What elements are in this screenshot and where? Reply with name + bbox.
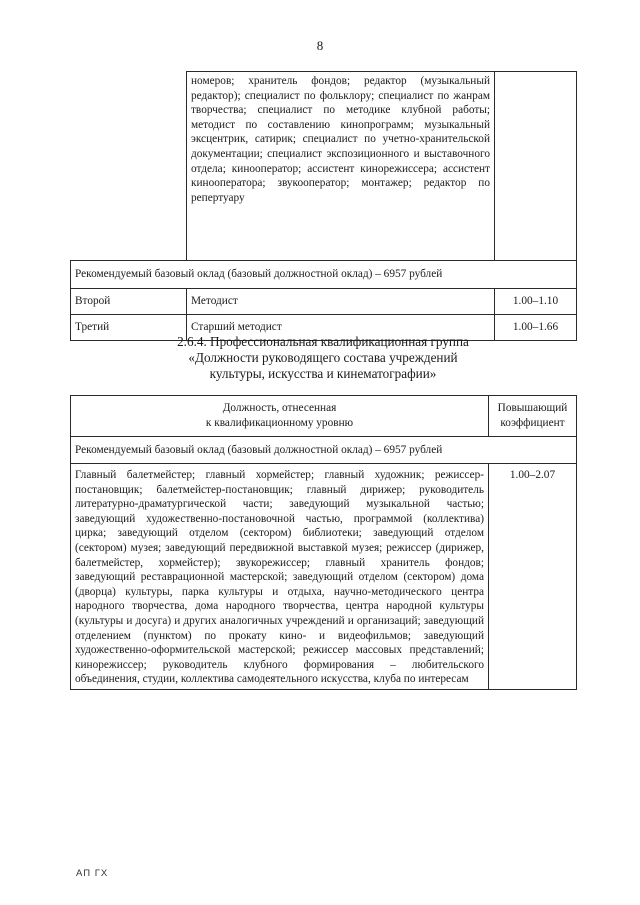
table-row [71, 464, 577, 690]
heading-line-3: культуры, искусства и кинематографии» [209, 366, 437, 381]
table-row [71, 289, 577, 315]
recommended-salary-text: Рекомендуемый базовый оклад (базовый должностной оклад) – 6957 рублей [71, 437, 577, 464]
page-number: 8 [316, 38, 324, 53]
recommended-salary-row [71, 261, 577, 289]
coefficient-cell: 1.00–1.10 [495, 289, 577, 315]
heading-line-2: «Должности руководящего состава учреждений [188, 350, 458, 365]
level-cell: Второй [71, 289, 187, 315]
header-position [71, 396, 489, 437]
header-coefficient [489, 396, 577, 437]
position-cell: Старший методист [187, 315, 495, 341]
positions-continued-cell: номеров; хранитель фондов; редактор (музыкальный редактор); специалист по фольклору; специалист по жанрам творчества; специалист по методике клубной работы; методист по составлению кинопрограмм; музыкальный эксцентрик, сатирик; специалист по учетно-хранительской документации; специалист экспозиционного и выставочного отдела; кинооператор; ассистент кинорежиссера; ассистент кинооператора; звукооператор; монтажер; редактор по репертуару [187, 72, 495, 261]
header-position-line-2: к квалификационному уровню [205, 417, 354, 429]
table-header-row [71, 396, 577, 437]
coefficient-cell: 1.00–2.07 [489, 464, 577, 690]
empty-coef-cell [495, 72, 577, 261]
level-cell: Третий [71, 315, 187, 341]
empty-level-cell [71, 72, 187, 261]
header-position-line-1: Должность, отнесенная [222, 402, 337, 414]
heading-line-1: 2.6.4. Профессиональная квалификационная группа [177, 334, 469, 349]
coefficient-cell: 1.00–1.66 [495, 315, 577, 341]
leadership-positions-table [70, 395, 577, 690]
recommended-salary-row [71, 437, 577, 464]
header-coef-line-1: Повышающий [497, 402, 568, 414]
footer-stamp: АП ГХ [76, 868, 109, 879]
section-heading [70, 334, 576, 382]
header-coef-line-2: коэффициент [500, 417, 565, 429]
table-row [71, 72, 577, 261]
position-cell: Методист [187, 289, 495, 315]
positions-cell: Главный балетмейстер; главный хормейстер; главный художник; режиссер-постановщик; балетмейстер-постановщик; главный дирижер; руководитель литературно-драматургической части; заведующий музыкальной частью; заведующий художественно-постановочной частью, программой (коллектива) цирка; заведующий отделом (сектором) библиотеки; заведующий отделом (сектором) музея; заведующий передвижной выставкой музея; режиссер (дирижер, балетмейстер, хормейстер); звукорежиссер; главный хранитель фондов; заведующий реставрационной мастерской; заведующий отделом (сектором) дома (дворца) культуры, парка культуры и отдыха, научно-методического центра народного творчества, дома народного творчества, центра народной культуры (культуры и досуга) и других аналогичных учреждений и организаций; заведующий отделением (пунктом) по прокату кино- и видеофильмов; заведующий художественно-оформительской мастерской; режиссер массовых представлений; кинорежиссер; руководитель клубного формирования – любительского объединения, студии, коллектива самодеятельного искусства, клуба по интересам [71, 464, 489, 690]
qualification-table-continued [70, 71, 577, 341]
recommended-salary-text: Рекомендуемый базовый оклад (базовый должностной оклад) – 6957 рублей [71, 261, 577, 289]
